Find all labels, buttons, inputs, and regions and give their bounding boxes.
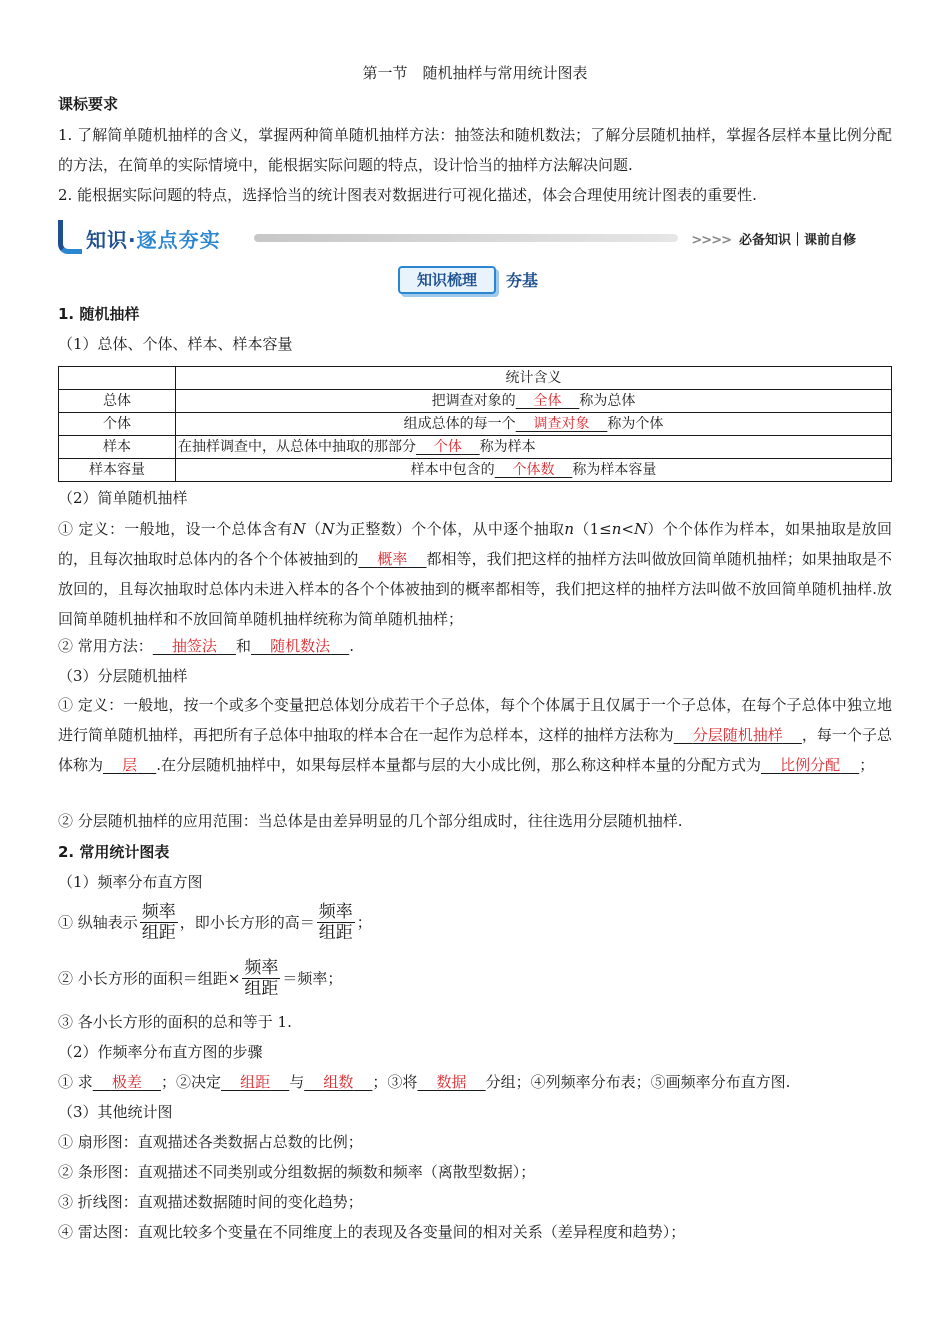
s1-sub2: （2）简单随机抽样	[58, 489, 188, 507]
row-name: 个体	[59, 413, 176, 436]
answer-blank	[516, 414, 608, 435]
answer-blank	[495, 460, 573, 481]
row-name: 总体	[59, 390, 176, 413]
strat-b: ，每一个子总体称为	[58, 726, 892, 774]
banner-right	[691, 229, 856, 248]
s2-heading: 2. 常用统计图表	[58, 843, 170, 861]
banner-title-b: 逐点夯实	[136, 228, 221, 252]
answer-blank	[221, 1072, 289, 1092]
steps-c: 与	[289, 1073, 305, 1091]
row-post: 称为样本容量	[572, 461, 657, 478]
answer-text: 全体	[533, 392, 562, 409]
row-post: 称为总体	[579, 392, 636, 409]
def-b: （	[305, 520, 322, 538]
def-c: 为正整数）个个体，从中逐个抽取	[334, 520, 565, 538]
f1-b: ，即小长方形的高＝	[179, 913, 315, 932]
row-name: 样本容量	[59, 459, 176, 482]
answer-text: 个体数	[512, 461, 555, 478]
strat-a: ① 定义：一般地，按一个或多个变量把总体划分成若干个子总体，每个个体属于且仅属于一个子总体，在每个子总体中独立地进行简单随机抽样，再把所有子总体中抽取的样本合在一起作为总样本，这样的抽样方法称为	[58, 696, 892, 744]
strat-scope: ② 分层随机抽样的应用范围：当总体是由差异明显的几个部分组成时，往往选用分层随机抽样.	[58, 812, 683, 830]
row-meaning	[176, 390, 892, 413]
answer-blank	[153, 636, 236, 656]
f1-c: ；	[356, 913, 372, 932]
answer-text: 层	[122, 756, 138, 774]
row-post: 称为样本	[479, 438, 536, 455]
f2-b: ＝频率；	[282, 969, 343, 988]
row-name: 样本	[59, 436, 176, 459]
formula-2	[58, 958, 892, 999]
def-d: （1≤	[574, 520, 612, 538]
strat-d: ；	[859, 756, 875, 774]
answer-text: 抽签法	[171, 637, 217, 655]
answer-blank	[251, 636, 349, 656]
chevrons-icon: >>>>	[691, 233, 731, 248]
banner-title	[86, 224, 221, 253]
answer-blank	[417, 1072, 485, 1092]
histogram-steps	[58, 1072, 892, 1092]
srs-definition	[58, 514, 892, 634]
row-meaning	[176, 413, 892, 436]
formula-1	[58, 902, 892, 943]
fraction	[140, 902, 178, 943]
fraction-numerator: 频率	[244, 958, 279, 978]
row-pre: 样本中包含的	[410, 461, 495, 478]
answer-blank	[516, 391, 580, 412]
fraction-numerator: 频率	[318, 902, 353, 922]
method-pre: ② 常用方法：	[58, 637, 153, 655]
f2-a: ② 小长方形的面积＝组距×	[58, 969, 241, 988]
row-meaning	[176, 436, 892, 459]
var-n: n	[564, 520, 575, 538]
table-header-row	[59, 367, 892, 390]
row-post: 称为个体	[607, 415, 664, 432]
method-end: .	[349, 637, 354, 655]
table-header: 统计含义	[176, 367, 892, 390]
answer-text: 概率	[377, 550, 408, 568]
other-chart-1: ① 扇形图：直观描述各类数据占总数的比例；	[58, 1133, 363, 1151]
badge-text: 夯基	[506, 271, 539, 290]
answer-blank	[358, 544, 426, 574]
answer-blank	[416, 437, 480, 458]
answer-text: 调查对象	[533, 415, 590, 432]
var-n: n	[611, 520, 622, 538]
srs-methods	[58, 636, 892, 656]
fraction-numerator: 频率	[141, 902, 176, 922]
banner-bracket-icon	[58, 220, 82, 254]
banner-right-text: 必备知识｜课前自修	[738, 233, 856, 248]
row-pre: 在抽样调查中，从总体中抽取的那部分	[178, 438, 416, 455]
steps-a: ① 求	[58, 1073, 93, 1091]
definition-table	[58, 366, 892, 482]
fraction-denominator: 组距	[141, 923, 176, 943]
steps-e: 分组；④列频率分布表；⑤画频率分布直方图.	[485, 1073, 791, 1091]
answer-blank	[761, 750, 859, 780]
knowledge-banner	[58, 218, 892, 258]
kebiao-point-1: 1. 了解简单随机抽样的含义，掌握两种简单随机抽样方法：抽签法和随机数法；了解分层随机抽样，掌握各层样本量比例分配的方法，在简单的实际情境中，能根据实际问题的特点，设计恰当的抽样方法解决问题.	[58, 126, 892, 174]
answer-text: 组距	[240, 1073, 271, 1091]
fraction-denominator: 组距	[318, 923, 353, 943]
row-pre: 把调查对象的	[431, 392, 516, 409]
s2-sub2: （2）作频率分布直方图的步骤	[58, 1043, 263, 1061]
var-N: N	[292, 520, 306, 538]
answer-blank	[304, 1072, 372, 1092]
answer-text: 随机数法	[270, 637, 331, 655]
table-header-empty	[59, 367, 176, 390]
banner-divider-bar	[254, 234, 678, 242]
var-N: N	[321, 520, 335, 538]
def-a: ① 定义：一般地，设一个总体含有	[58, 520, 293, 538]
s2-sub3: （3）其他统计图	[58, 1103, 173, 1121]
kebiao-heading: 课标要求	[58, 95, 119, 113]
other-chart-2: ② 条形图：直观描述不同类别或分组数据的频数和频率（离散型数据）；	[58, 1163, 536, 1181]
method-and: 和	[235, 637, 251, 655]
var-N: N	[633, 520, 648, 538]
def-e: <	[621, 520, 634, 538]
strat-definition	[58, 690, 892, 780]
answer-text: 数据	[436, 1073, 467, 1091]
answer-blank	[103, 750, 156, 780]
banner-title-a: 知识·	[86, 228, 137, 252]
answer-text: 极差	[111, 1073, 142, 1091]
answer-blank	[674, 720, 802, 750]
fraction	[242, 958, 280, 999]
s2-sub1: （1）频率分布直方图	[58, 873, 203, 891]
answer-blank	[93, 1072, 161, 1092]
formula-3: ③ 各小长方形的面积的总和等于 1.	[58, 1013, 292, 1031]
table-row	[59, 459, 892, 482]
s1-sub1: （1）总体、个体、样本、样本容量	[58, 335, 293, 353]
def-f: ）个个体作为样本，如果抽取是放回的，且每次抽取时总体内的各个个体被抽到的	[58, 520, 892, 568]
other-chart-4: ④ 雷达图：直观比较多个变量在不同维度上的表现及各变量间的相对关系（差异程度和趋势）；	[58, 1223, 686, 1241]
kebiao-point-2: 2. 能根据实际问题的特点，选择恰当的统计图表对数据进行可视化描述，体会合理使用统计图表的重要性.	[58, 186, 757, 204]
fraction	[317, 902, 355, 943]
answer-text: 分层随机抽样	[692, 726, 783, 744]
row-pre: 组成总体的每一个	[403, 415, 516, 432]
steps-d: ；③将	[372, 1073, 418, 1091]
strat-c: .在分层随机抽样中，如果每层样本量都与层的大小成比例，那么称这种样本量的分配方式为	[156, 756, 761, 774]
other-chart-3: ③ 折线图：直观描述数据随时间的变化趋势；	[58, 1193, 363, 1211]
answer-text: 比例分配	[780, 756, 841, 774]
table-row	[59, 413, 892, 436]
answer-text: 个体	[433, 438, 462, 455]
table-row	[59, 436, 892, 459]
def-g: 都相等，我们把这样的抽样方法叫做放回简单随机抽样；如果抽取是不放回的，且每次抽取时总体内未进入样本的各个个体被抽到的概率都相等，我们把这样的抽样方法叫做不放回简单随机抽样.放回简单随机抽样和不放回简单随机抽样统称为简单随机抽样；	[58, 550, 892, 628]
section-title: 第一节 随机抽样与常用统计图表	[362, 64, 588, 82]
fraction-denominator: 组距	[244, 979, 279, 999]
table-row	[59, 390, 892, 413]
s1-heading: 1. 随机抽样	[58, 305, 140, 323]
steps-b: ；②决定	[160, 1073, 221, 1091]
s1-sub3: （3）分层随机抽样	[58, 667, 188, 685]
answer-text: 组数	[323, 1073, 354, 1091]
badge-box: 知识梳理	[398, 266, 496, 294]
f1-a: ① 纵轴表示	[58, 913, 138, 932]
row-meaning	[176, 459, 892, 482]
